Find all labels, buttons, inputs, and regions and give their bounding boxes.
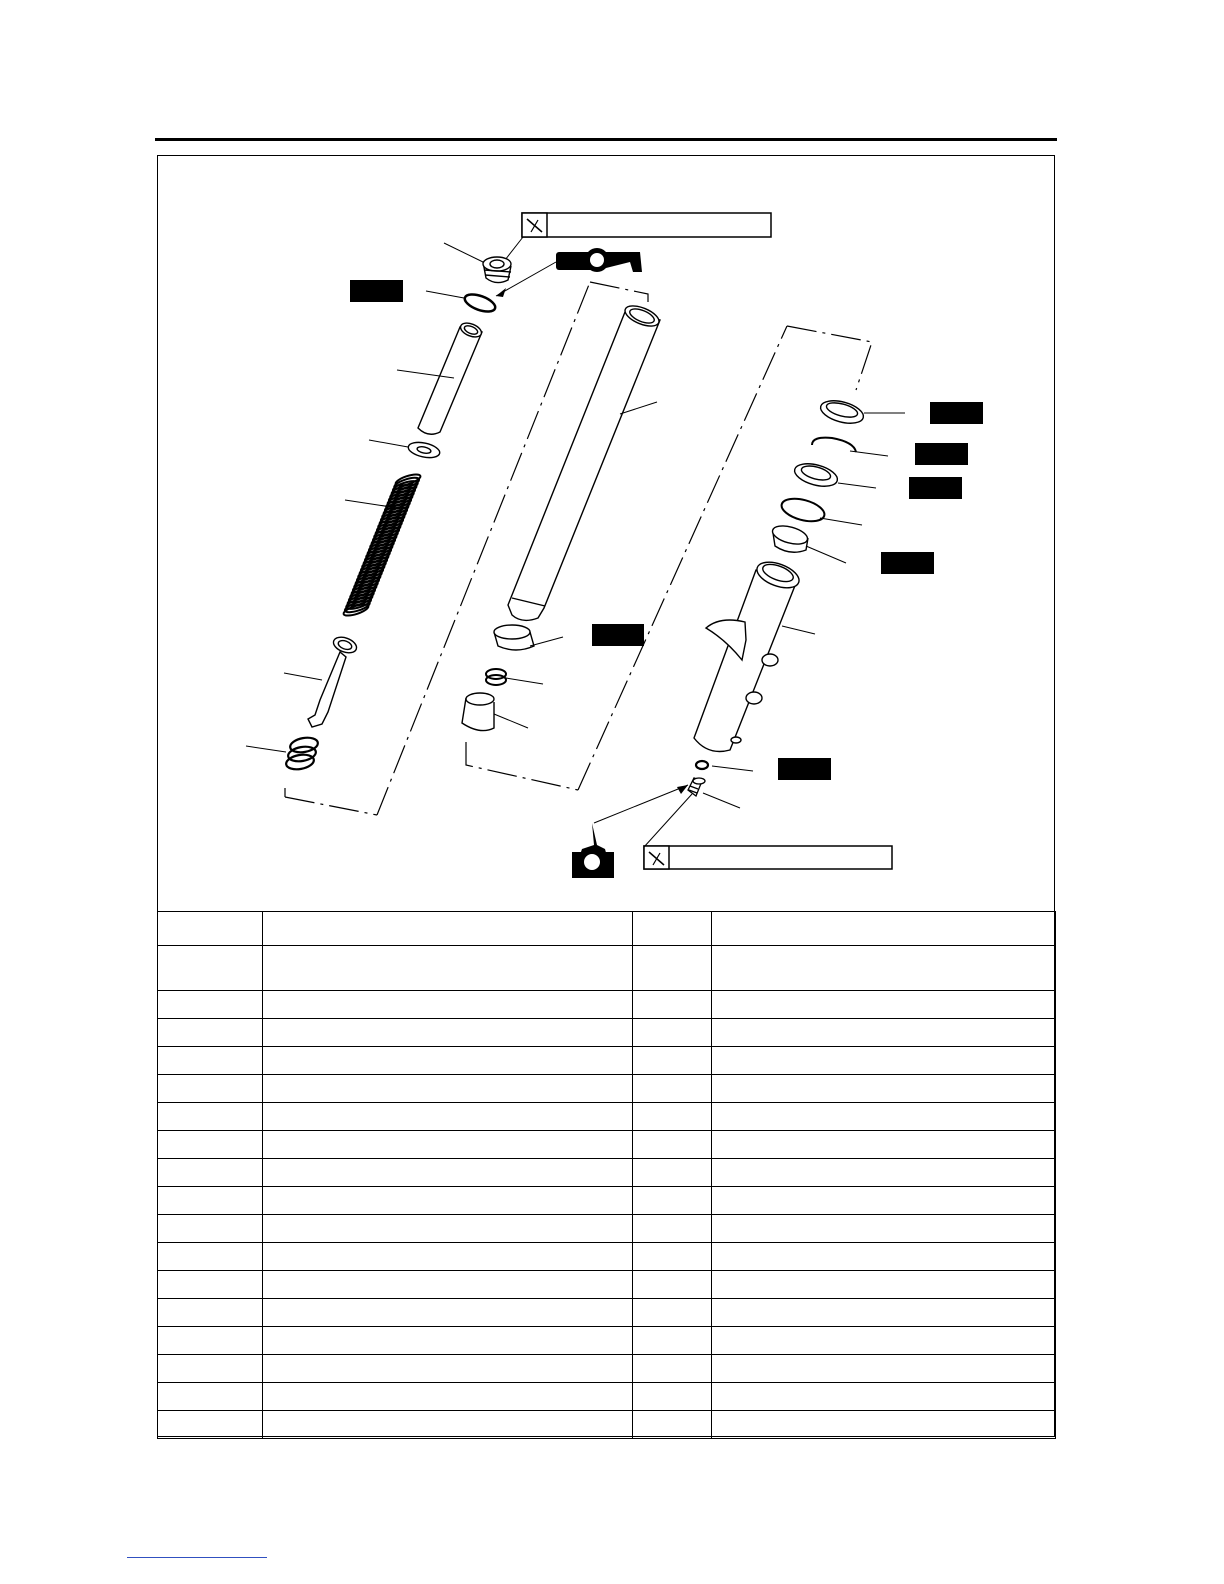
table-row [158,1243,1056,1271]
table-cell [712,1075,1056,1103]
table-cell [712,1411,1056,1439]
table-row [158,1411,1056,1439]
cap-bolt-part [483,257,511,283]
table-cell [158,1019,263,1047]
table-row [158,1159,1056,1187]
table-cell [633,991,712,1019]
table-row [158,991,1056,1019]
table-header-cell [633,912,712,946]
inner-tube-part [508,302,662,621]
copper-washer-part [696,761,708,769]
table-header-cell [712,912,1056,946]
table-row [158,1327,1056,1355]
table-row [158,1187,1056,1215]
oil-lock-piece-part [462,693,494,731]
warning-label-2 [592,624,644,646]
table-row [158,1047,1056,1075]
table-cell [263,1327,633,1355]
table-cell [633,1187,712,1215]
table-cell [263,1075,633,1103]
table-row [158,1215,1056,1243]
table-cell [633,1215,712,1243]
table-cell [633,1299,712,1327]
washer-part [407,440,441,460]
table-cell [712,1103,1056,1131]
table-cell [263,1131,633,1159]
table-cell [263,991,633,1019]
stopper-ring-part [812,438,856,452]
outer-tube-part [694,557,802,751]
table-cell [712,1243,1056,1271]
table-cell [263,1243,633,1271]
oil-seal-part [792,460,840,491]
table-cell [263,1411,633,1439]
table-cell [633,1383,712,1411]
table-cell [263,1215,633,1243]
footer-link-underline [127,1557,267,1558]
o-ring-part [463,291,498,315]
table-cell [158,1271,263,1299]
table-cell [712,1383,1056,1411]
slide-bushing-inner-part [494,625,534,650]
table-row [158,1103,1056,1131]
dust-seal-part [818,397,866,428]
table-cell [633,1075,712,1103]
warning-label-4 [915,443,968,465]
warning-label-3 [930,402,983,424]
table-cell [158,991,263,1019]
table-cell [263,1299,633,1327]
table-cell [633,1159,712,1187]
table-cell [712,1131,1056,1159]
table-cell [633,1411,712,1439]
table-cell [633,1019,712,1047]
table-cell [633,1103,712,1131]
table-row [158,1355,1056,1383]
table-cell [158,946,263,991]
table-cell [633,946,712,991]
table-cell [633,1327,712,1355]
table-cell [158,1047,263,1075]
table-cell [263,1383,633,1411]
torque-box-top [522,213,771,237]
table-cell [633,1271,712,1299]
table-cell [158,1355,263,1383]
slide-bushing-outer-part [771,523,810,553]
table-cell [158,1327,263,1355]
table-cell [158,1299,263,1327]
table-cell [263,1103,633,1131]
table-cell [712,1215,1056,1243]
table-cell [263,1019,633,1047]
table-cell [712,1327,1056,1355]
warning-label-5 [909,477,962,499]
table-cell [712,1271,1056,1299]
parts-table [157,911,1056,1439]
table-cell [633,1131,712,1159]
table-row [158,1019,1056,1047]
table-header-cell [158,912,263,946]
table-row [158,1271,1056,1299]
table-cell [158,1159,263,1187]
table-cell [712,1299,1056,1327]
table-cell [263,946,633,991]
table-row [158,946,1056,991]
damper-rod-bolt-part [688,778,705,796]
oil-seal-washer-part [779,495,827,526]
table-cell [712,1187,1056,1215]
table-cell [712,991,1056,1019]
header-rule [155,138,1057,141]
table-cell [712,1355,1056,1383]
table-cell [263,1187,633,1215]
table-row [158,1299,1056,1327]
table-cell [263,1271,633,1299]
table-row [158,1131,1056,1159]
thread-locker-icon [572,823,614,878]
table-cell [158,1383,263,1411]
warning-label-6 [881,552,934,574]
table-cell [712,1159,1056,1187]
table-cell [158,1187,263,1215]
lubricant-icon [556,248,642,272]
table-cell [158,1103,263,1131]
table-cell [158,1215,263,1243]
table-cell [712,1047,1056,1075]
table-cell [712,1019,1056,1047]
table-cell [263,1355,633,1383]
warning-label-7 [778,758,831,780]
warning-label-1 [350,280,403,302]
table-cell [263,1159,633,1187]
table-cell [158,1131,263,1159]
damper-rod-part [308,634,359,727]
rebound-spring-part [285,736,319,772]
table-row [158,1383,1056,1411]
table-cell [158,1243,263,1271]
exploded-diagram [157,155,1055,911]
table-cell [158,1411,263,1439]
torque-box-bottom [644,846,892,869]
table-cell [633,1243,712,1271]
table-cell [158,1075,263,1103]
table-header-cell [263,912,633,946]
table-cell [712,946,1056,991]
table-header-row [158,912,1056,946]
table-cell [263,1047,633,1075]
table-row [158,1075,1056,1103]
table-cell [633,1355,712,1383]
table-cell [633,1047,712,1075]
oil-lock-piece-spring [486,669,506,685]
